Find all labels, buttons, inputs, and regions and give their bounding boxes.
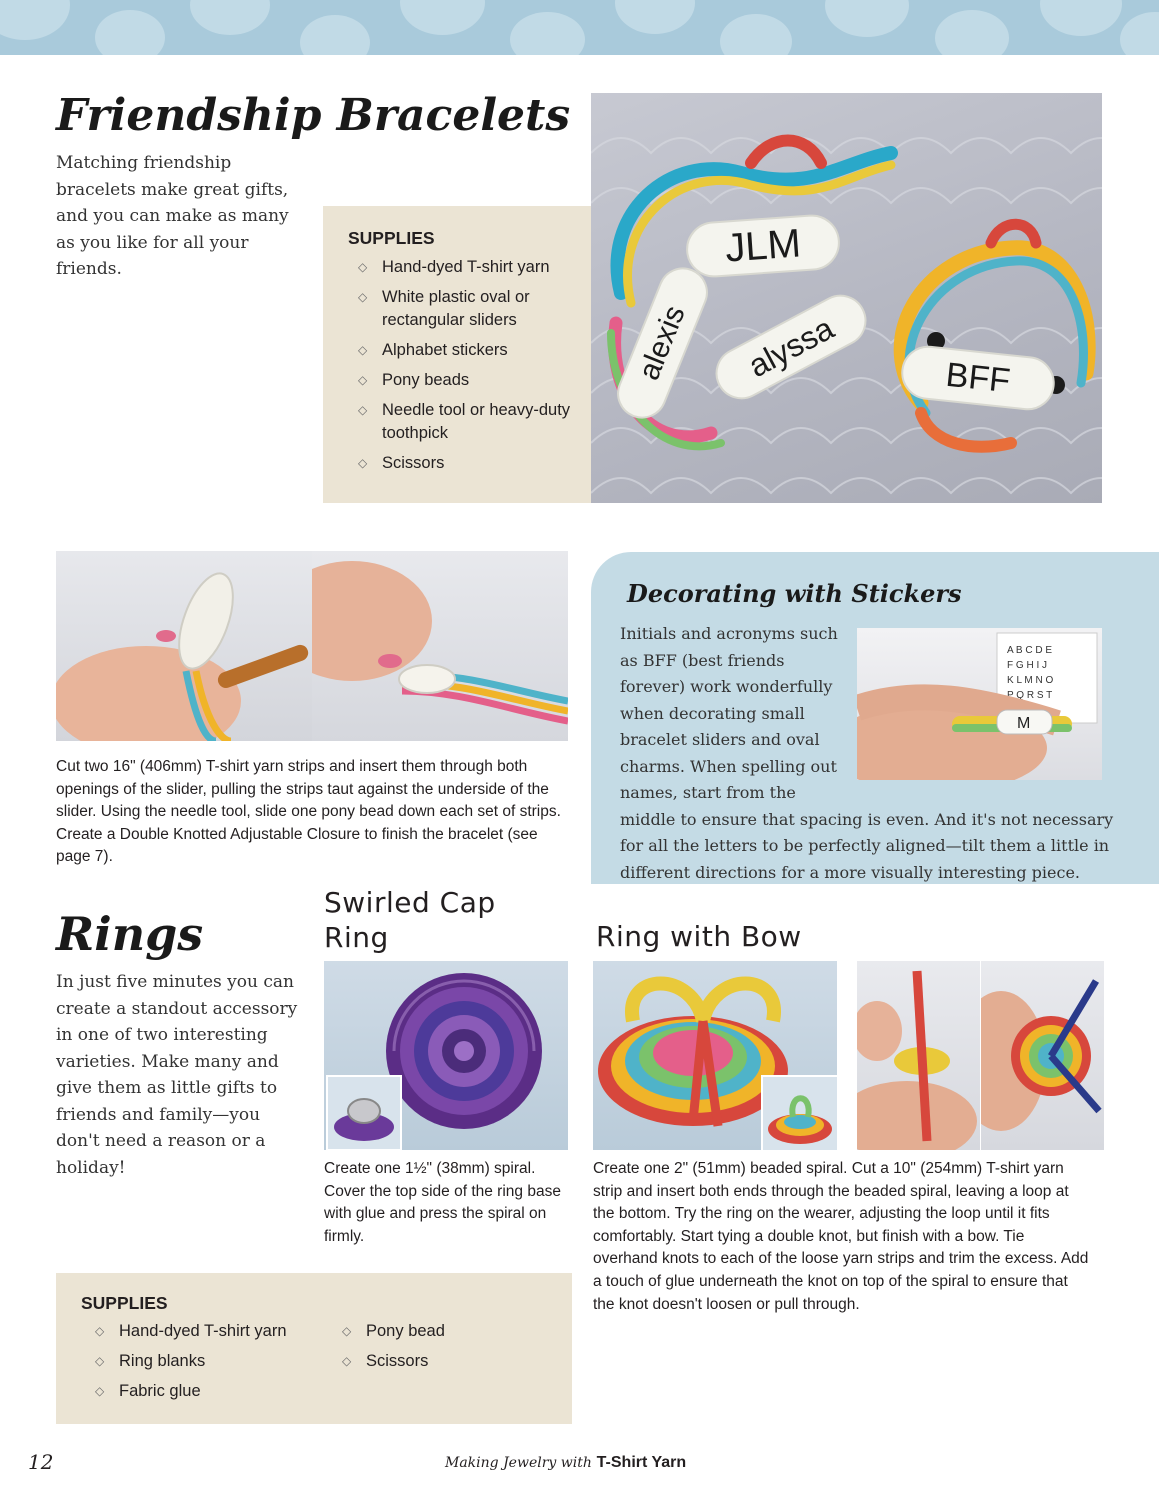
friendship-title: Friendship Bracelets: [56, 90, 571, 141]
bow-step-photo-try-on: [981, 961, 1104, 1150]
bracelets-photo: [591, 93, 1102, 503]
ring-blank-illustration: [328, 1077, 400, 1149]
bow-ring-photo: [593, 961, 837, 1150]
footer-book-title: T-Shirt Yarn: [596, 1454, 687, 1471]
bracelet-tag-alexis: alexis: [610, 260, 716, 426]
list-item: ◇ Needle tool or heavy-duty toothpick: [358, 401, 571, 442]
diamond-bullet-icon: ◇: [358, 456, 368, 470]
bracelet-supplies-list: [356, 256, 581, 482]
step-photo-pull-taut: [312, 551, 568, 741]
friendship-intro: Matching friendship bracelets make great gifts, and you can make as many as you like for all your friends.: [56, 153, 289, 279]
text-wrap-spacer: [840, 621, 1130, 806]
diamond-bullet-icon: ◇: [358, 373, 368, 387]
step-photo-insert-strips: [56, 551, 312, 741]
list-item: ◇ Scissors: [340, 1350, 540, 1373]
ring-with-bow-title: Ring with Bow: [596, 920, 802, 953]
list-item: ◇ Hand-dyed T-shirt yarn: [356, 256, 581, 279]
bracelet-supplies-box: [323, 206, 591, 503]
diamond-bullet-icon: ◇: [358, 343, 368, 357]
page-number: 12: [28, 1450, 54, 1474]
diamond-bullet-icon: ◇: [358, 403, 368, 417]
step-caption: Cut two 16" (406mm) T-shirt yarn strips and insert them through both openings of the slider, pulling the strips taut against the underside of the slider. Using the needle tool, slide one pony bead down each set of strips. Create a Double Knotted Adjustable Closure to finish the bracelet (see page 7).: [56, 758, 561, 866]
swirled-cap-ring-title: Swirled Cap Ring: [324, 886, 496, 954]
svg-text:F G H I J: F G H I J: [1007, 660, 1047, 671]
bow-step-photo-insert: [857, 961, 980, 1150]
list-item: ◇ Pony bead: [340, 1320, 540, 1343]
rings-title: Rings: [56, 907, 204, 961]
bow-caption: Create one 2" (51mm) beaded spiral. Cut a 10" (254mm) T-shirt yarn strip and insert both ends through the beaded spiral, leaving a loop at the bottom. Try the ring on the wearer, adjusting the loop until it fits comfortably. Start tying a double knot, but finish with a bow. Tie overhand knots to each of the loose yarn strips and trim the excess. Add a touch of glue underneath the knot on top of the spiral to ensure that the knot doesn't loosen or pull through.: [593, 1160, 1089, 1313]
hand-inserting-strip-illustration: [857, 961, 980, 1150]
list-item: ◇ White plastic oval or rectangular sliders: [358, 288, 530, 329]
list-item: ◇ Ring blanks: [93, 1350, 323, 1373]
list-item: ◇ Fabric glue: [93, 1380, 323, 1403]
stickers-body: Initials and acronyms such as BFF (best friends forever) work wonderfully when decorating small bracelet sliders and oval charms. When spelling out names, start from the middle to ensure that spacing is even. And it's not necessary for all the letters to be perfectly aligned—tilt them a little in different directions for a more visually interesting piece.: [620, 624, 1114, 882]
stickers-title: Decorating with Stickers: [627, 579, 962, 608]
svg-text:P Q R S T: P Q R S T: [1007, 690, 1053, 701]
diamond-bullet-icon: ◇: [95, 1354, 105, 1368]
rings-supplies-list-col2: [340, 1320, 540, 1380]
rings-supplies-heading: SUPPLIES: [81, 1293, 168, 1313]
svg-text:M: M: [1017, 715, 1031, 732]
small-rainbow-ring-illustration: [763, 1077, 837, 1150]
diamond-bullet-icon: ◇: [95, 1384, 105, 1398]
swirled-ring-photo: [324, 961, 568, 1150]
diamond-bullet-icon: ◇: [358, 290, 368, 304]
list-item: ◇ Alphabet stickers: [356, 339, 581, 362]
ring-blank-inset: [326, 1075, 402, 1150]
stickers-text-flow: [620, 621, 1130, 886]
list-item: ◇ Hand-dyed T-shirt yarn: [93, 1320, 323, 1343]
list-item: ◇ Scissors: [356, 452, 581, 475]
bow-ring-inset: [761, 1075, 837, 1150]
diamond-bullet-icon: ◇: [342, 1354, 352, 1368]
supplies-heading: SUPPLIES: [348, 228, 435, 248]
diamond-bullet-icon: ◇: [358, 260, 368, 274]
swirled-caption: Create one 1½" (38mm) spiral. Cover the top side of the ring base with glue and press the spiral on firmly.: [324, 1160, 561, 1245]
hand-holding-ring-illustration: [981, 961, 1104, 1150]
hands-slider-illustration: [56, 551, 312, 741]
top-decorative-band: [0, 0, 1159, 55]
svg-text:A B C D E: A B C D E: [1007, 645, 1053, 656]
diamond-bullet-icon: ◇: [342, 1324, 352, 1338]
running-footer: [445, 1453, 686, 1472]
rings-supplies-box: [56, 1273, 572, 1424]
footer-book-prefix: Making Jewelry with: [445, 1455, 592, 1471]
diamond-bullet-icon: ◇: [95, 1324, 105, 1338]
rings-intro: In just five minutes you can create a standout accessory in one of two interesting varieties. Make many and give them as little gifts to friends and family—you don't need a reason or a holiday!: [56, 972, 298, 1178]
bracelet-tag-bff: BFF: [899, 343, 1058, 413]
rings-supplies-list-col1: [93, 1320, 323, 1410]
list-item: ◇ Pony beads: [356, 369, 581, 392]
bracelet-tag-alyssa: alyssa: [706, 286, 875, 409]
hand-pulling-yarn-illustration: [312, 551, 568, 741]
svg-text:K L M N O: K L M N O: [1007, 675, 1054, 686]
bracelet-tag-jlm: JLM: [684, 213, 842, 280]
